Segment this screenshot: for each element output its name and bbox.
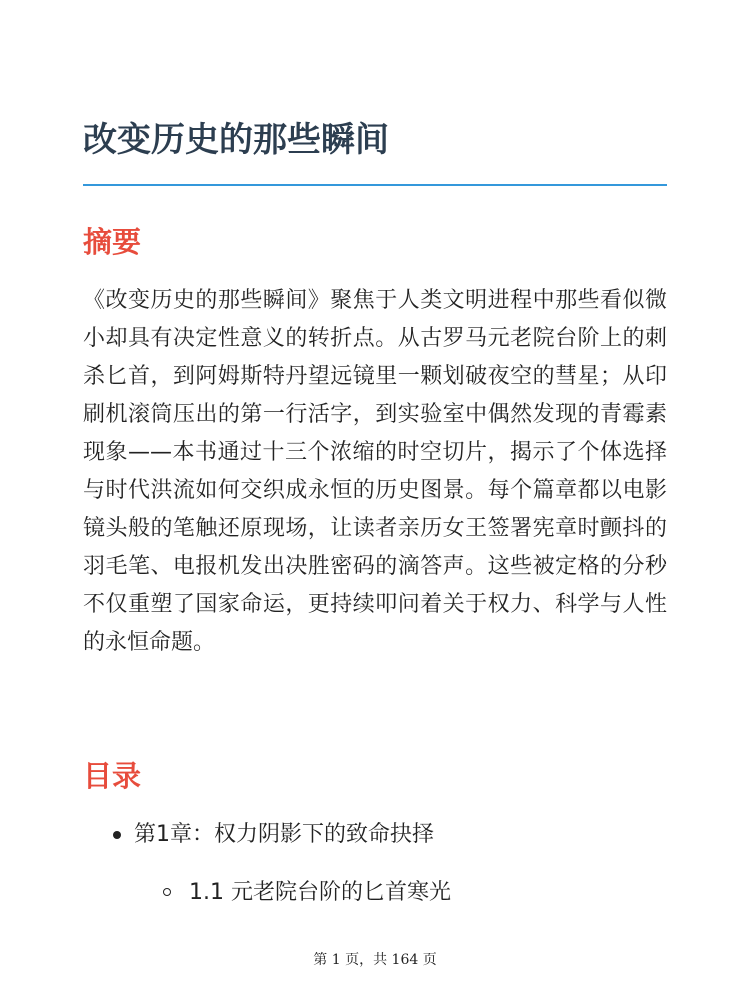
- toc-heading: 目录: [83, 759, 142, 793]
- toc-item-label: 第1章：权力阴影下的致命抉择: [134, 822, 434, 847]
- title-divider: [83, 184, 667, 186]
- toc-item-chapter-1[interactable]: [83, 815, 667, 855]
- document-title: 改变历史的那些瞬间: [83, 120, 389, 160]
- bullet-disc-icon: [113, 831, 121, 839]
- toc-item-section-1-1[interactable]: [83, 873, 667, 913]
- abstract-heading: 摘要: [83, 225, 142, 259]
- abstract-text: 《改变历史的那些瞬间》聚焦于人类文明进程中那些看似微小却具有决定性意义的转折点。从古罗马元老院台阶上的刺杀匕首，到阿姆斯特丹望远镜里一颗划破夜空的彗星；从印刷机滚筒压出的第一行活字，到实验室中偶然发现的青霉素现象——本书通过十三个浓缩的时空切片，揭示了个体选择与时代洪流如何交织成永恒的历史图景。每个篇章都以电影镜头般的笔触还原现场，让读者亲历女王签署宪章时颤抖的羽毛笔、电报机发出决胜密码的滴答声。这些被定格的分秒不仅重塑了国家命运，更持续叩问着关于权力、科学与人性的永恒命题。: [83, 288, 667, 655]
- page-footer: 第 1 页，共 164 页: [313, 952, 437, 968]
- bullet-circle-icon: [163, 888, 171, 896]
- table-of-contents: [83, 815, 667, 913]
- toc-item-label: 1.1 元老院台阶的匕首寒光: [189, 880, 451, 905]
